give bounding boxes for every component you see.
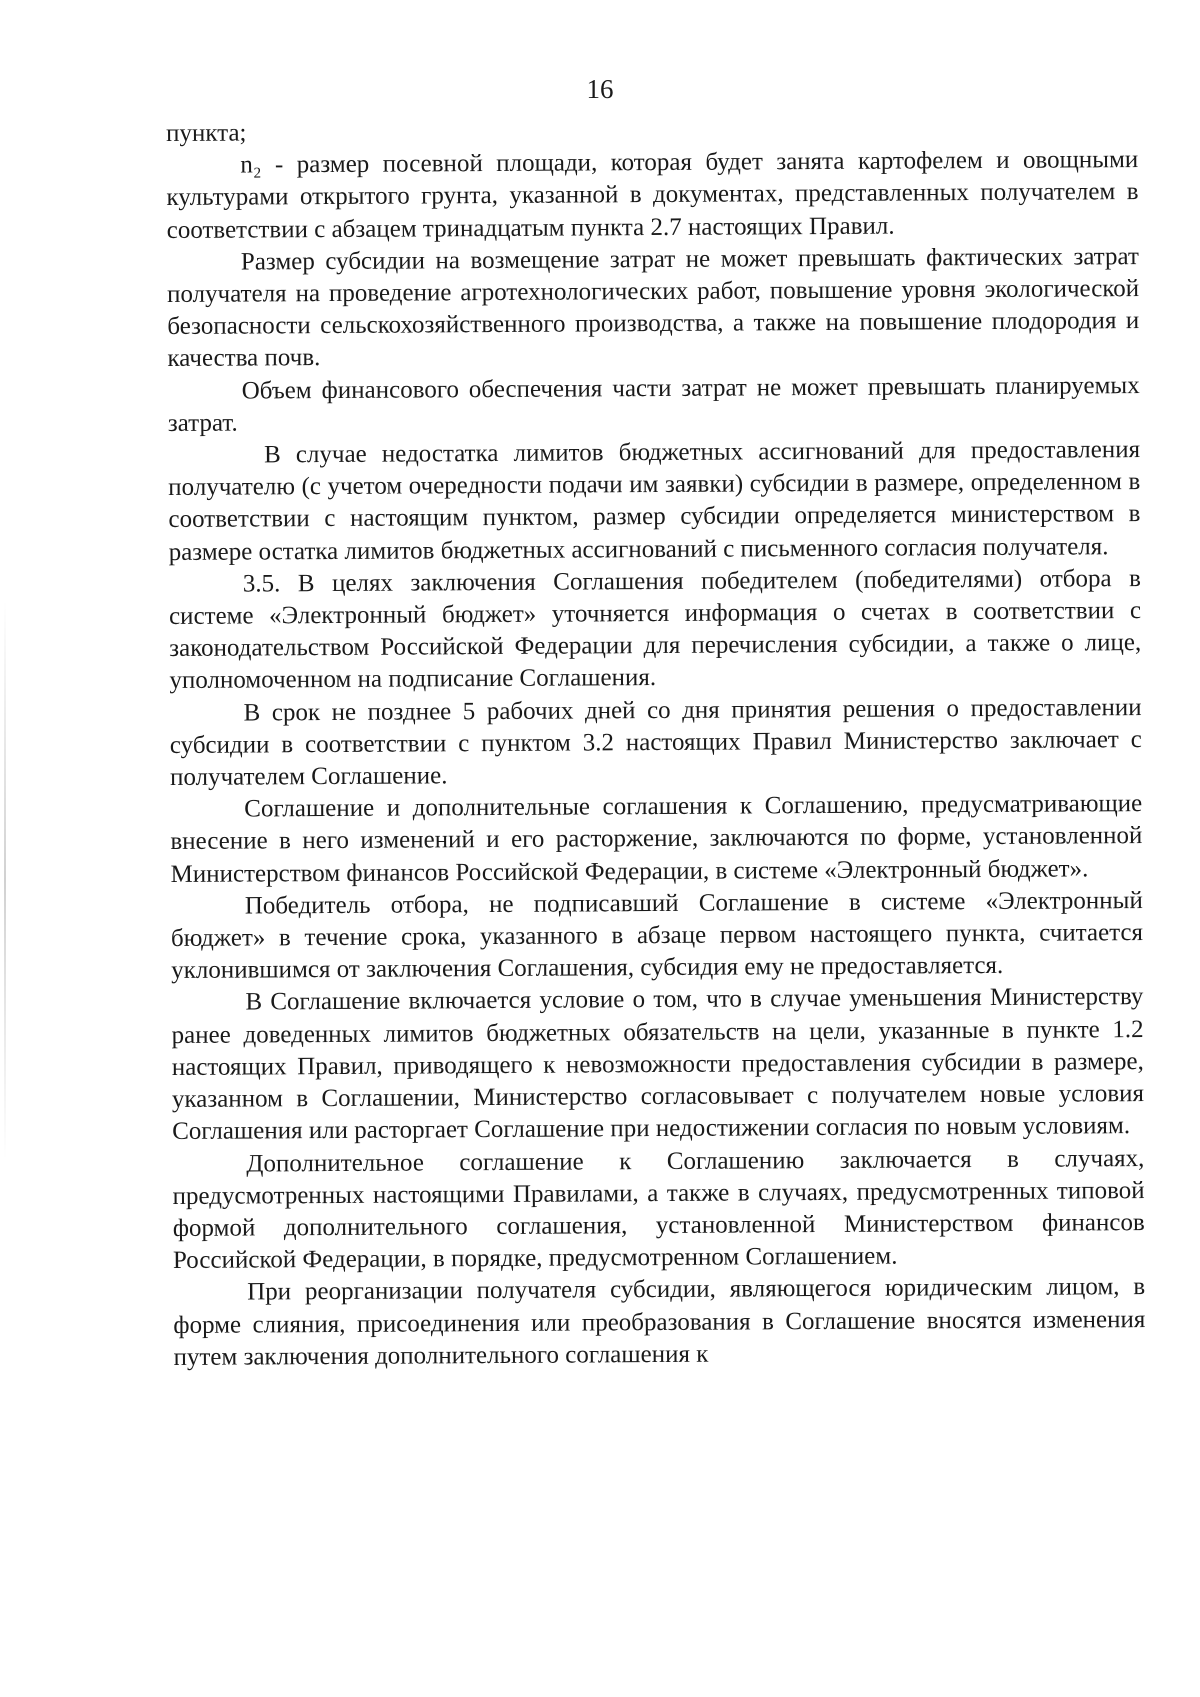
paragraph: Размер субсидии на возмещение затрат не может превышать фактических затрат получателя на проведение агротехнологических работ, повышение уровня экологической безопасности сельскохозяйственного производства, а также на повышение плодородия и качества почв. bbox=[166, 242, 1140, 373]
paragraph: 3.5. В целях заключения Соглашения победителем (победителями) отбора в системе «Электронный бюджет» уточняется информация о счетах в соответствии с законодательством Российской Федерации для перечисления субсидии, а также о лице, уполномоченном на подписание Соглашения. bbox=[168, 564, 1142, 695]
paragraph: При реорганизации получателя субсидии, являющегося юридическим лицом, в форме слияния, присоединения или преобразования в Соглашение вносятся изменения путем заключения дополнительного соглашения к bbox=[173, 1273, 1146, 1371]
page-number: 16 bbox=[586, 74, 614, 104]
document-body bbox=[166, 112, 1146, 1374]
paragraph: Победитель отбора, не подписавший Соглашение в системе «Электронный бюджет» в течение срока, указанного в абзаце первом настоящего пункта, считается уклонившимся от заключения Соглашения, субсидия ему не предоставляется. bbox=[170, 886, 1144, 985]
paragraph: Соглашение и дополнительные соглашения к Соглашению, предусматривающие внесение в него изменений и его расторжение, заключаются по форме, установленной Министерством финансов Российской Федерации, в системе «Электронный бюджет». bbox=[170, 790, 1143, 888]
scan-edge-shadow bbox=[4, 600, 6, 1160]
paragraph: пункта; bbox=[166, 119, 247, 147]
paragraph: n₂ - размер посевной площади, которая будет занята картофелем и овощными культурами открытого грунта, указанной в документах, представленных получателем в соответствии с абзацем тринадцатым пункта 2.7 настоящих Правил. bbox=[166, 146, 1139, 244]
paragraph: В случае недостатка лимитов бюджетных ассигнований для предоставления получателю (с учетом очередности подачи им заявки) субсидии в размере, определенном в соответствии с настоящим пунктом, размер субсидии определяется министерством в размере остатка лимитов бюджетных ассигнований с письменного согласия получателя. bbox=[168, 436, 1141, 566]
paragraph: В срок не позднее 5 рабочих дней со дня принятия решения о предоставлении субсидии в соответствии с пунктом 3.2 настоящих Правил Министерство заключает с получателем Соглашение. bbox=[169, 693, 1142, 792]
paragraph: Объем финансового обеспечения части затрат не может превышать планируемых затрат. bbox=[167, 371, 1140, 437]
paragraph: Дополнительное соглашение к Соглашению заключается в случаях, предусмотренных настоящими Правилами, а также в случаях, предусмотренных типовой формой дополнительного соглашения, установленной Министерством финансов Российской Федерации, в порядке, предусмотренном Соглашением. bbox=[172, 1144, 1145, 1275]
paragraph: В Соглашение включается условие о том, что в случае уменьшения Министерству ранее доведенных лимитов бюджетных обязательств на цели, указанные в пункте 1.2 настоящих Правил, приводящего к невозможности предоставления субсидии в размере, указанном в Соглашении, Министерство согласовывает с получателем новые условия Соглашения или расторгает Соглашение при недостижении согласия по новым условиям. bbox=[171, 983, 1145, 1146]
